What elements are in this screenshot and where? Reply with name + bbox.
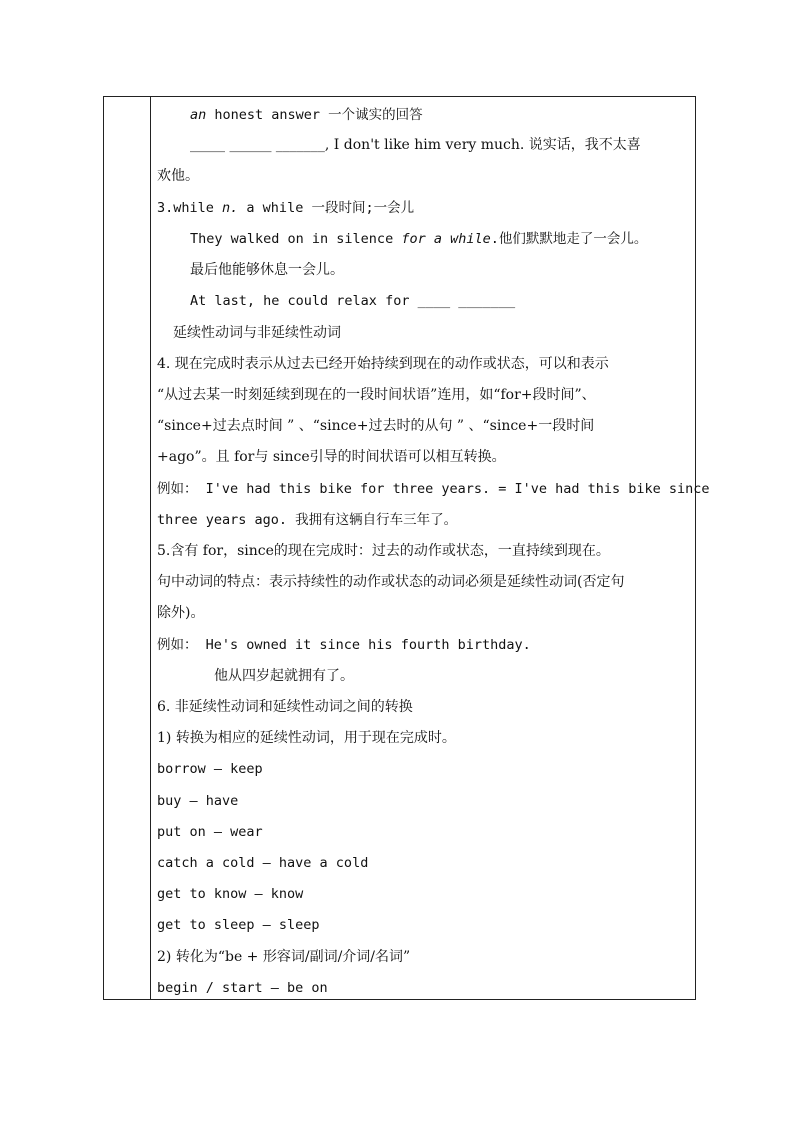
text-line: 5.含有 for，since的现在完成时：过去的动作或状态，一直持续到现在。 [157,543,610,559]
text-line: “从过去某一时刻延续到现在的一段时间状语”连用，如“for+段时间”、 [157,387,596,403]
text-line [157,198,414,218]
text-line: “since+过去点时间 ” 、“since+过去时的从句 ” 、“since+一段时间 [157,418,595,434]
text-line: begin / start — be on [157,980,328,996]
line-text: 3.while [157,200,223,216]
line-text: honest answer 一个诚实的回答 [206,107,423,123]
text-line [190,105,423,125]
text-line: buy — have [157,793,239,809]
table-content-cell [157,97,710,999]
text-line: 除外)。 [157,605,205,621]
text-line [190,229,647,249]
italic-phrase: for a while [401,231,491,247]
italic-word: n. [222,200,239,216]
text-line: three years ago. 我拥有这辆自行车三年了。 [157,512,458,528]
section-heading: 延续性动词与非延续性动词 [173,325,341,341]
text-line: put on — wear [157,824,263,840]
text-line: _____ ______ _______, I don't like him very much. 说实话，我不太喜 [190,137,641,153]
text-line: 1) 转换为相应的延续性动词，用于现在完成时。 [157,730,456,746]
text-line: 最后他能够休息一会儿。 [190,262,344,278]
table-left-column [104,97,151,999]
text-line: 句中动词的特点：表示持续性的动作或状态的动词必须是延续性动词(否定句 [157,574,625,590]
text-line: +ago”。且 for与 since引导的时间状语可以相互转换。 [157,449,506,465]
line-text: a while 一段时间;一会儿 [238,200,415,216]
line-text: They walked on in silence [190,231,402,247]
text-line: get to know — know [157,886,304,902]
italic-word: an [190,107,207,123]
text-line: 2) 转化为“be + 形容词/副词/介词/名词” [157,949,411,965]
text-line: 例如： He's owned it since his fourth birthday. [157,637,531,653]
text-line: get to sleep — sleep [157,917,320,933]
text-line: 6. 非延续性动词和延续性动词之间的转换 [157,699,413,715]
line-text: .他们默默地走了一会儿。 [490,231,648,247]
text-line: 4. 现在完成时表示从过去已经开始持续到现在的动作或状态，可以和表示 [157,356,609,372]
text-line: 欢他。 [157,168,199,184]
text-line: 例如： I've had this bike for three years. = I've had this bike since [157,481,710,497]
text-line: catch a cold — have a cold [157,855,369,871]
text-line: 他从四岁起就拥有了。 [214,668,354,684]
content-table [103,96,710,1000]
text-line: At last, he could relax for ____ _______ [190,293,516,309]
text-line: borrow — keep [157,761,263,777]
